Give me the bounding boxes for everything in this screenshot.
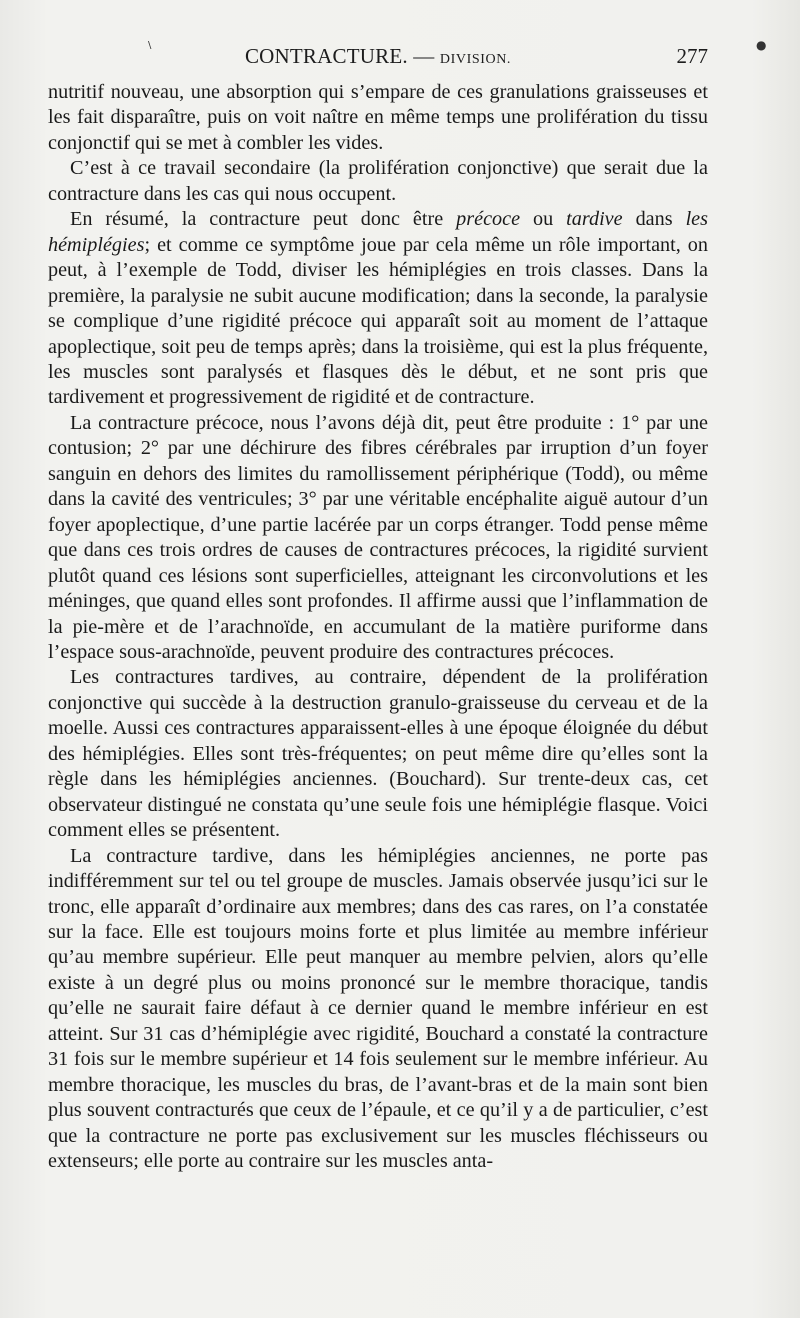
italic-term: précoce xyxy=(456,208,521,231)
text-run: La contracture tardive, dans les hémiplégies anciennes, ne porte pas indifféremment sur tel ou tel groupe de muscles. Jamais observée jusqu’ici sur le tronc, elle apparaît d’ordinaire aux membres; dans des cas rares, on l’a constatée sur la face. Elle est toujours moins forte et plus limitée au membre inférieur qu’au membre supérieur. Elle peut manquer au membre pelvien, alors qu’elle existe à un degré plus ou moins prononcé sur le membre thoracique, tandis qu’elle ne saurait faire défaut à ce dernier quand le membre inférieur en est atteint. Sur 31 cas d’hémiplégie avec rigidité, Bouchard a constaté la contracture 31 fois sur le membre supérieur et 14 fois seulement sur le membre inférieur. Au membre thoracique, les muscles du bras, de l’avant-bras et de la main sont bien plus souvent contracturés que ceux de l’épaule, et ce qu’il y a de particulier, c’est que la contracture ne porte pas exclusivement sur les muscles fléchisseurs ou extenseurs; elle porte au contraire sur les muscles anta- xyxy=(48,844,708,1173)
paragraph-p6 xyxy=(48,844,708,1175)
title-dash: — xyxy=(413,44,435,68)
italic-term: tardive xyxy=(566,208,623,231)
text-run: nutritif nouveau, une absorption qui s’empare de ces granulations graisseuses et les fait disparaître, puis on voit naître en même temps une prolifération du tissu conjonctif qui se met à combler les vides. xyxy=(48,81,708,154)
text-run: C’est à ce travail secondaire (la prolifération conjonctive) que serait due la contracture dans les cas qui nous occupent. xyxy=(48,157,708,205)
text-run: dans xyxy=(622,208,686,231)
text-run: Les contractures tardives, au contraire, dépendent de la prolifération conjonctive qui succède à la destruction granulo-graisseuse du cerveau et de la moelle. Aussi ces contractures apparaissent-elles à une époque éloignée du début des hémiplégies. Elles sont très-fréquentes; on peut même dire qu’elles sont la règle dans les hémiplégies anciennes. (Bouchard). Sur trente-deux cas, cet observateur distingué ne constata qu’une seule fois une hémiplégie flasque. Voici comment elles se présentent. xyxy=(48,666,708,842)
text-run: ou xyxy=(520,208,567,231)
text-run: La contracture précoce, nous l’avons déjà dit, peut être produite : 1° par une contusion; 2° par une déchirure des fibres cérébrales par irruption d’un foyer sanguin en dehors des limites du ramollissement périphérique (Todd), ou même dans la cavité des ventricules; 3° par une véritable encéphalite aiguë autour d’un foyer apoplectique, d’une partie lacérée par un corps étranger. Todd pense même que dans ces trois ordres de causes de contractures précoces, la rigidité survient plutôt quand ces lésions sont superficielles, atteignant les circonvolutions et les méninges, que quand elles sont profondes. Il affirme aussi que l’inflammation de la pie-mère et de l’arachnoïde, en accumulant de la matière puriforme dans l’espace sous-arachnoïde, peuvent produire des contractures précoces. xyxy=(48,411,708,663)
running-header xyxy=(48,44,708,74)
page-number: 277 xyxy=(676,44,708,68)
paragraph-p4 xyxy=(48,411,708,666)
paragraph-p1 xyxy=(48,80,708,156)
text-run: ; et comme ce symptôme joue par cela même un rôle important, on peut, à l’exemple de Todd, diviser les hémiplégies en trois classes. Dans la première, la paralysie ne subit aucune modification; dans la seconde, la paralysie se complique d’une rigidité précoce qui apparaît soit au moment de l’attaque apoplectique, soit peu de temps après; dans la troisième, qui est la plus fréquente, les muscles sont paralysés et flasques dès le début, et ne sont pris que tardivement et progressivement de rigidité et de contracture. xyxy=(48,233,708,409)
text-run: En résumé, la contracture peut donc être xyxy=(70,208,457,231)
italic-term: les hémiplégies xyxy=(48,208,708,256)
running-title xyxy=(48,44,708,69)
ink-dot-mark: ● xyxy=(756,38,767,52)
paragraph-p2 xyxy=(48,156,708,207)
section-subtitle: DIVISION. xyxy=(439,52,512,67)
speck-mark: \ xyxy=(148,40,152,51)
body-text xyxy=(48,80,708,1174)
paragraph-p3 xyxy=(48,207,708,411)
paragraph-p5 xyxy=(48,665,708,843)
chapter-title: CONTRACTURE. xyxy=(244,44,408,68)
